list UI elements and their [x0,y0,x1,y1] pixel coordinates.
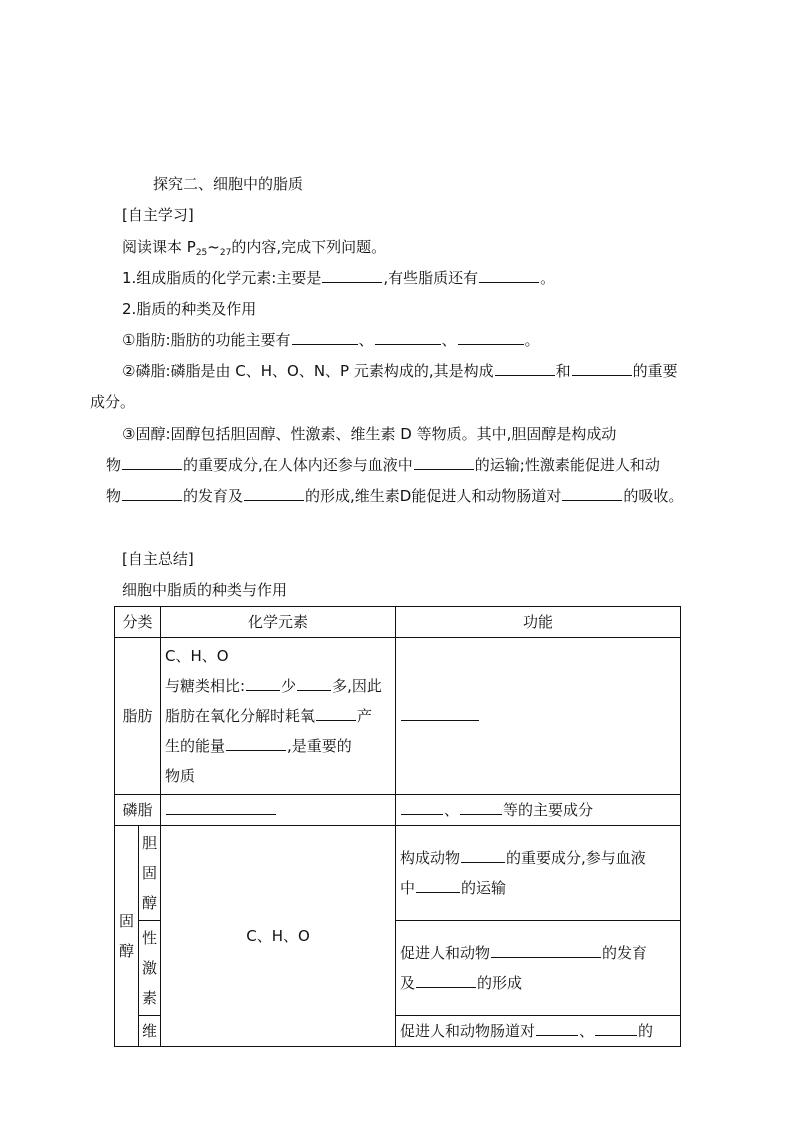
phos-blank-1[interactable] [495,361,555,376]
fat-end: 。 [524,331,540,349]
sex-text: 及 [400,974,416,992]
sterol-label-char: 醇 [118,942,134,960]
ster-text: 的吸收。 [623,487,684,505]
fat-oxygen-blank[interactable] [316,706,356,721]
header-category: 分类 [115,607,161,638]
ster-blank-5[interactable] [562,486,622,501]
fat-compare-text: 多,因此 [332,677,382,695]
phos-text-c: 的重要 [632,362,678,380]
phospholipid-label: 磷脂 [115,795,161,826]
cholesterol-function-cell [396,826,681,921]
header-function: 功能 [396,607,681,638]
chol-text: 构成动物 [400,849,461,867]
chol-text: 中 [400,879,416,897]
ster-blank-3[interactable] [122,486,182,501]
intro-line [122,237,386,263]
sex-text: 促进人和动物 [400,944,491,962]
sex-hormone-label [139,921,161,1016]
phospholipid-blank-1[interactable] [401,800,443,815]
ster-text: 的形成,维生素D能促进人和动物肠道对 [305,487,562,505]
q1-text-b: ,有些脂质还有 [383,269,479,287]
lipid-table [114,606,681,1047]
sex-hormone-function-cell [396,921,681,1016]
ster-blank-2[interactable] [414,455,474,470]
phos-text-a: ②磷脂:磷脂是由 C、H、O、N、P 元素构成的,其是构成 [122,362,494,380]
fat-blank-2[interactable] [375,330,441,345]
vit-text: 的 [638,1022,654,1040]
vit-blank-2[interactable] [595,1021,637,1036]
cholesterol-char: 固 [142,864,158,882]
fat-elements: C、H、O [165,647,229,665]
question-2: 2.脂质的种类及作用 [122,300,257,318]
section-title: 探究二、细胞中的脂质 [153,175,304,193]
phos-text-b: 和 [555,362,571,380]
fat-compare-blank-1[interactable] [246,676,280,691]
question-1 [122,268,555,288]
fat-blank-3[interactable] [458,330,524,345]
vitamin-d-label [139,1016,161,1047]
sex-hormone-function-line-2 [400,968,676,998]
self-study-header: [自主学习] [122,206,194,224]
fat-line [122,330,540,350]
cholesterol-function-line-2 [400,873,676,903]
vit-blank-1[interactable] [536,1021,578,1036]
vitamin-d-function-cell [396,1016,681,1047]
fat-compare-blank-2[interactable] [297,676,331,691]
sex-text: 的形成 [477,974,523,992]
sex-hormone-char: 素 [142,989,158,1007]
ster-blank-1[interactable] [122,455,182,470]
cholesterol-char: 醇 [142,894,158,912]
header-elements: 化学元素 [161,607,396,638]
q1-blank-2[interactable] [479,268,539,283]
fat-energy-text: ,是重要的 [287,737,352,755]
phospholipid-function-cell [396,795,681,826]
fat-energy-blank[interactable] [226,736,286,751]
sterol-line-2 [106,455,660,475]
q1-text-c: 。 [540,269,556,287]
sterol-label-char: 固 [118,912,134,930]
cholesterol-char: 胆 [142,834,158,852]
sex-hormone-char: 激 [142,959,158,977]
ster-text: 物 [106,456,122,474]
sex-hormone-char: 性 [142,929,158,947]
page-end: 27 [219,248,232,258]
phospholipid-elements-cell [161,795,396,826]
phospholipid-row [115,795,681,826]
sep: 、 [358,331,374,349]
phospholipid-line [122,361,678,381]
sep: 、 [441,331,457,349]
sep: 、 [444,801,460,819]
cholesterol-function-line-1 [400,843,676,873]
chol-blank-1[interactable] [461,848,505,863]
sterol-elements: C、H、O [161,826,396,1047]
table-header-row [115,607,681,638]
sex-blank-2[interactable] [416,973,476,988]
phos-blank-2[interactable] [572,361,632,376]
table-title: 细胞中脂质的种类与作用 [122,581,288,599]
fat-elements-cell [161,638,396,795]
ster-text: 的发育及 [183,487,244,505]
fat-compare-text: 少 [281,677,297,695]
q1-text-a: 1.组成脂质的化学元素:主要是 [122,269,322,287]
sex-text: 的发育 [602,944,648,962]
phospholipid-elements-blank[interactable] [166,800,276,815]
cholesterol-label [139,826,161,921]
fat-function-blank[interactable] [401,706,479,721]
fat-oxygen-text: 脂肪在氧化分解时耗氧 [165,707,316,725]
sex-hormone-function-line-1 [400,938,676,968]
self-summary-header: [自主总结] [122,550,194,568]
sex-blank-1[interactable] [491,943,601,958]
chol-blank-2[interactable] [416,878,460,893]
intro-prefix: 阅读课本 P [122,238,196,256]
ster-text: 的重要成分,在人体内还参与血液中 [183,456,413,474]
page-start: 25 [195,248,208,258]
fat-label: 脂肪 [115,638,161,795]
sterol-line-3 [106,486,683,506]
chol-text: 的运输 [461,879,507,897]
cholesterol-row [115,826,681,921]
sep: 、 [579,1022,595,1040]
intro-suffix: 的内容,完成下列问题。 [231,238,387,256]
phospholipid-blank-2[interactable] [460,800,502,815]
fat-function-cell [396,638,681,795]
fat-blank-1[interactable] [292,330,358,345]
ster-text: 的运输;性激素能促进人和动 [474,456,660,474]
q1-blank-1[interactable] [322,268,382,283]
fat-compare-text: 与糖类相比: [165,677,246,695]
ster-text: 物 [106,487,122,505]
chol-text: 的重要成分,参与血液 [506,849,646,867]
vitamin-d-char: 维 [142,1022,158,1040]
fat-energy-text: 生的能量 [165,737,226,755]
sterol-line-1: ③固醇:固醇包括胆固醇、性激素、维生素 D 等物质。其中,胆固醇是构成动 [122,425,617,443]
sterol-label [115,826,139,1047]
phospholipid-function-text: 等的主要成分 [503,801,594,819]
fat-compare [165,671,391,701]
fat-energy [165,731,391,761]
fat-oxygen [165,701,391,731]
vit-text: 促进人和动物肠道对 [400,1022,536,1040]
fat-substance: 物质 [165,767,196,785]
fat-text: ①脂肪:脂肪的功能主要有 [122,331,291,349]
tilde: ~ [207,238,220,256]
phospholipid-line-2: 成分。 [90,393,136,411]
ster-blank-4[interactable] [244,486,304,501]
fat-oxygen-text: 产 [357,707,373,725]
fat-row [115,638,681,795]
